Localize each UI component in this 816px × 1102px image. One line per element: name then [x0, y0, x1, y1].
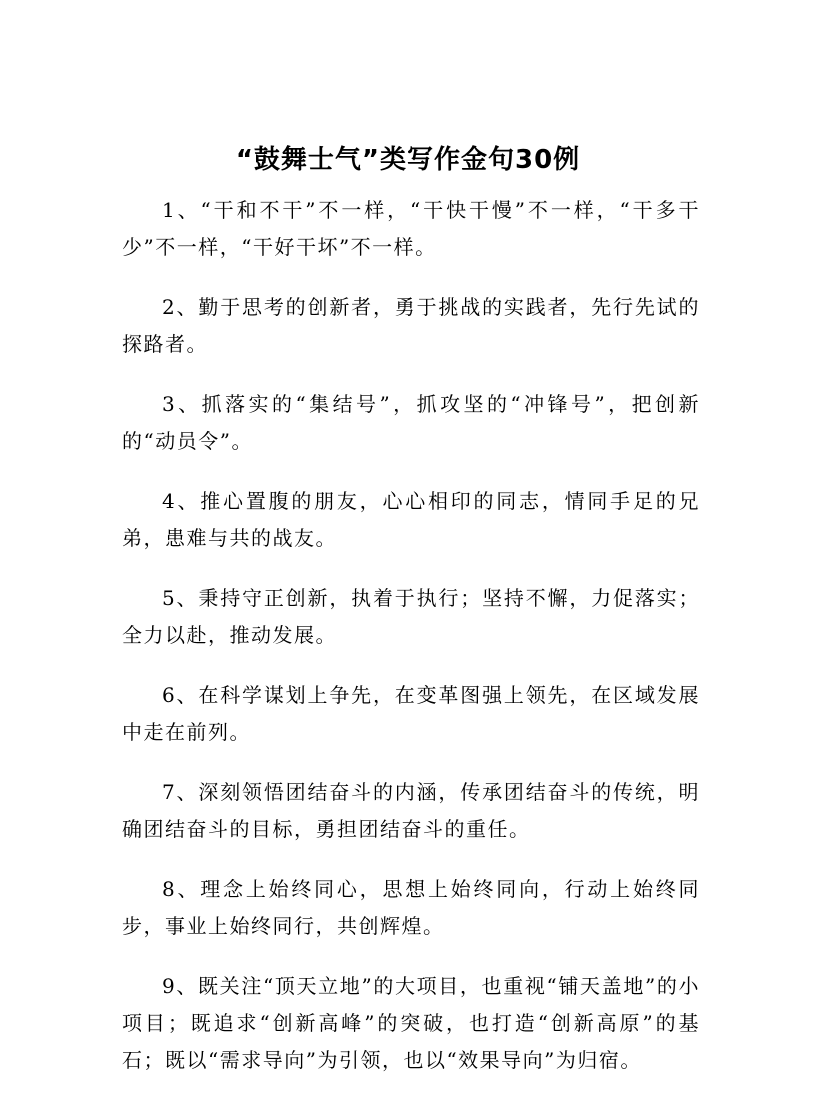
paragraph-9: 9、既关注“顶天立地”的大项目，也重视“铺天盖地”的小项目；既追求“创新高峰”的突破，也打造“创新高原”的基石；既以“需求导向”为引领，也以“效果导向”为归宿。 — [122, 974, 700, 1072]
document-body — [122, 192, 700, 1102]
paragraph-7: 7、深刻领悟团结奋斗的内涵，传承团结奋斗的传统，明确团结奋斗的目标，勇担团结奋斗的重任。 — [122, 780, 700, 841]
paragraph-8: 8、理念上始终同心，思想上始终同向，行动上始终同步，事业上始终同行，共创辉煌。 — [122, 877, 700, 938]
paragraph-5: 5、秉持守正创新，执着于执行；坚持不懈，力促落实；全力以赴，推动发展。 — [122, 586, 700, 647]
paragraph-6: 6、在科学谋划上争先，在变革图强上领先，在区域发展中走在前列。 — [122, 683, 700, 744]
paragraph-4: 4、推心置腹的朋友，心心相印的同志，情同手足的兄弟，患难与共的战友。 — [122, 489, 700, 550]
paragraph-1: 1、“干和不干”不一样，“干快干慢”不一样，“干多干少”不一样，“干好干坏”不一样。 — [122, 198, 700, 259]
paragraph-3: 3、抓落实的“集结号”，抓攻坚的“冲锋号”，把创新的“动员令”。 — [122, 392, 700, 453]
paragraph-2: 2、勤于思考的创新者，勇于挑战的实践者，先行先试的探路者。 — [122, 295, 700, 356]
document-title: “鼓舞士气”类写作金句30例 — [235, 145, 581, 175]
